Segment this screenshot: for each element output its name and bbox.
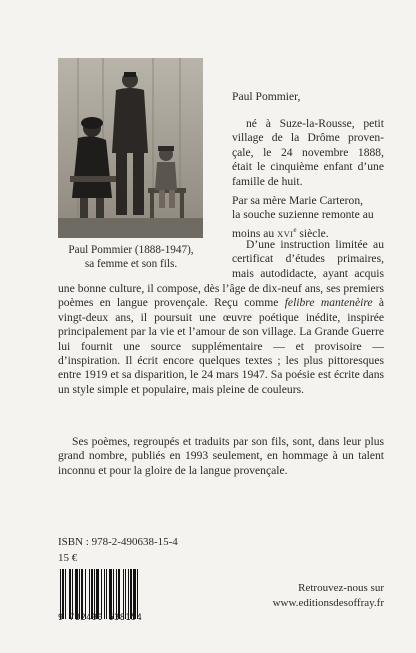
intro-line: famille de huit. <box>232 174 303 188</box>
century-numeral: XVI <box>277 228 294 239</box>
century-superscript: e <box>293 225 297 234</box>
barcode-digits: 9 782490 638154 <box>58 613 143 623</box>
mother-line-suffix: siècle. <box>296 226 329 240</box>
website-link[interactable]: www.editionsdesoffray.fr <box>272 597 384 609</box>
intro-paragraph <box>232 117 384 189</box>
bio-text-part-1: une bonne culture, il compose, dès l’âge de dix-neuf ans, ses premiers poèmes en langue provençale. Reçu comme <box>58 282 384 310</box>
find-us-text: Retrouvez-nous sur <box>298 582 384 594</box>
bio-line: mais autodidacte, ayant acquis <box>232 266 384 280</box>
bio-line: certificat d’études primaires, <box>232 252 384 266</box>
biography-top <box>232 238 384 281</box>
intro-line: était le cinquième enfant d’une <box>232 160 384 174</box>
bio-text-part-2: à vingt-deux ans, il poursuit une œuvre poétique inédite, inspirée principalement par la vie et l’amour de son village. La Grande Guerre lui fournit une source supplémentaire — et provisoire — d’inspiration. Il écrit encore quelques textes ; les plus pittoresques entre 1919 et sa disparition, le 24 mars 1947. Sa poésie est écrite dans un style simple et populaire, mais pleine de couleurs. <box>58 296 384 396</box>
photo-caption <box>50 243 212 271</box>
mother-line: la souche suzienne remonte au <box>232 208 374 222</box>
price: 15 € <box>58 552 78 564</box>
legacy-paragraph <box>58 435 384 478</box>
intro-name: Paul Pommier, <box>232 90 301 103</box>
legacy-text: Ses poèmes, regroupés et traduits par son fils, sont, dans leur plus grand nombre, publiés en 1993 seulement, en hommage à un talent inconnu et pour la gloire de la langue provençale. <box>58 435 384 477</box>
mother-line-prefix: moins au <box>232 226 278 240</box>
barcode <box>58 569 178 619</box>
caption-line-2: sa femme et son fils. <box>84 258 178 270</box>
isbn: ISBN : 978-2-490638-15-4 <box>58 536 178 548</box>
caption-line-1: Paul Pommier (1888-1947), <box>68 244 194 256</box>
intro-line: village de la Drôme proven- <box>232 131 384 145</box>
biography-paragraph <box>58 282 384 397</box>
intro-line: né à Suze-la-Rousse, petit <box>246 117 384 130</box>
mother-paragraph <box>232 194 384 241</box>
felibre-title: felibre mantenèire <box>284 296 373 310</box>
bio-line: D’une instruction limitée au <box>246 238 384 251</box>
mother-line: Par sa mère Marie Carteron, <box>232 194 364 207</box>
family-photograph <box>58 58 203 238</box>
intro-line: çale, le 24 novembre 1888, <box>232 145 384 159</box>
